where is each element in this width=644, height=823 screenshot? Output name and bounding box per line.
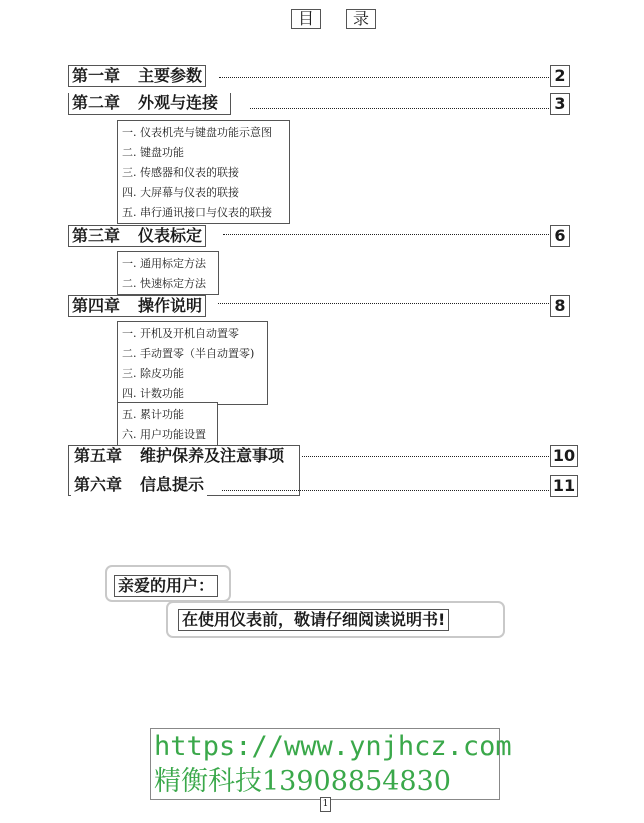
stamp-company-phone: 精衡科技13908854830 xyxy=(154,766,451,797)
toc-chapter-4[interactable] xyxy=(68,295,206,317)
toc-chapter-3[interactable] xyxy=(68,225,206,247)
chapter-number: 第二章 xyxy=(72,93,121,112)
toc-subitem[interactable]: 二. 手动置零（半自动置零) xyxy=(122,347,255,360)
toc-subitem[interactable]: 一. 开机及开机自动置零 xyxy=(122,327,239,340)
toc-page-number-2[interactable]: 3 xyxy=(550,93,570,115)
toc-chapter-5[interactable] xyxy=(71,446,287,468)
read-manual-notice: 在使用仪表前，敬请仔细阅读说明书! xyxy=(178,609,449,631)
leader-dots xyxy=(219,77,549,78)
toc-subitem[interactable]: 一. 仪表机壳与键盘功能示意图 xyxy=(122,126,272,139)
chapter-number: 第四章 xyxy=(72,296,121,315)
toc-subitem[interactable]: 五. 累计功能 xyxy=(122,408,184,421)
toc-subitem[interactable]: 四. 计数功能 xyxy=(122,387,184,400)
toc-subitem[interactable]: 四. 大屏幕与仪表的联接 xyxy=(122,186,239,199)
chapter-title: 操作说明 xyxy=(138,296,203,315)
leader-dots xyxy=(302,456,549,457)
chapter-number: 第三章 xyxy=(72,226,121,245)
toc-page-number-4[interactable]: 8 xyxy=(550,295,570,317)
toc-sublist-ch2 xyxy=(117,120,290,224)
toc-title-char-2: 录 xyxy=(346,9,376,29)
toc-subitem[interactable]: 六. 用户功能设置 xyxy=(122,428,206,441)
toc-chapter-6[interactable] xyxy=(71,475,207,497)
notice-frame xyxy=(166,601,505,638)
leader-dots xyxy=(250,108,549,109)
toc-chapter-1[interactable] xyxy=(68,65,206,87)
toc-sublist-ch3 xyxy=(117,251,219,295)
chapter-title: 维护保养及注意事项 xyxy=(140,446,285,465)
toc-subitem[interactable]: 五. 串行通讯接口与仪表的联接 xyxy=(122,206,272,219)
toc-sublist-ch4-a xyxy=(117,321,268,405)
toc-subitem[interactable]: 二. 快速标定方法 xyxy=(122,277,206,290)
toc-page-number-6[interactable]: 11 xyxy=(550,475,578,497)
leader-dots xyxy=(223,234,549,235)
chapter-title: 信息提示 xyxy=(140,475,205,494)
chapter-title: 主要参数 xyxy=(138,66,203,85)
toc-chapters-5-6-box xyxy=(68,445,300,496)
contact-stamp xyxy=(150,728,512,800)
toc-subitem[interactable]: 一. 通用标定方法 xyxy=(122,257,206,270)
greeting-salutation: 亲爱的用户： xyxy=(114,575,218,597)
toc-chapter-2[interactable] xyxy=(68,93,231,115)
toc-page-number-3[interactable]: 6 xyxy=(550,225,570,247)
toc-subitem[interactable]: 二. 键盘功能 xyxy=(122,146,184,159)
leader-dots xyxy=(218,303,549,304)
toc-subitem[interactable]: 三. 除皮功能 xyxy=(122,367,184,380)
toc-title-char-1: 目 xyxy=(291,9,321,29)
stamp-url[interactable]: https://www.ynjhcz.com xyxy=(154,731,512,762)
toc-subitem[interactable]: 三. 传感器和仪表的联接 xyxy=(122,166,239,179)
leader-dots xyxy=(222,490,549,491)
chapter-number: 第一章 xyxy=(72,66,121,85)
chapter-number: 第六章 xyxy=(74,475,123,494)
toc-page-number-1[interactable]: 2 xyxy=(550,65,570,87)
page-number: 1 xyxy=(320,797,331,812)
toc-sublist-ch4-b xyxy=(117,402,218,446)
chapter-title: 外观与连接 xyxy=(138,93,219,112)
chapter-number: 第五章 xyxy=(74,446,123,465)
greeting-frame xyxy=(105,565,231,602)
chapter-title: 仪表标定 xyxy=(138,226,203,245)
toc-page-number-5[interactable]: 10 xyxy=(550,445,578,467)
